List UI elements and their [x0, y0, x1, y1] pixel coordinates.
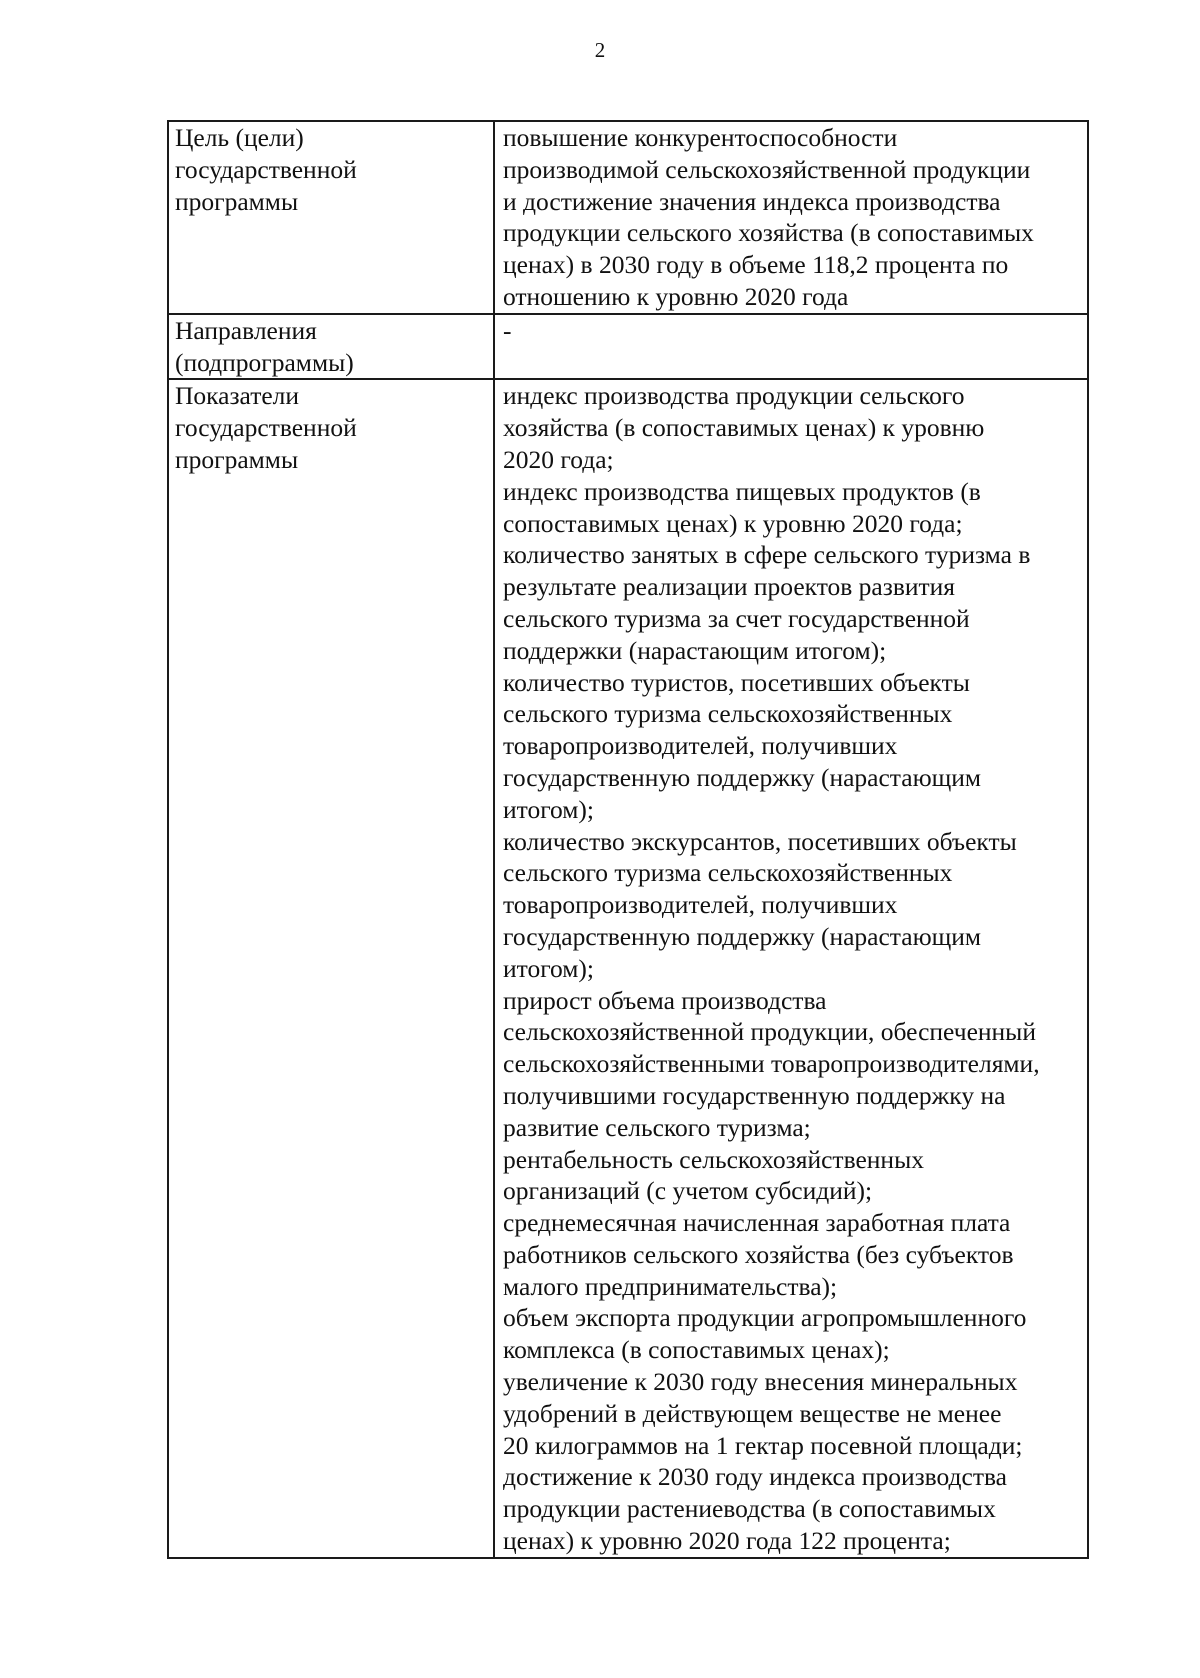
indicators-value-line: работников сельского хозяйства (без субъектов	[503, 1239, 1014, 1269]
goal-value-line: продукции сельского хозяйства (в сопоставимых	[503, 218, 1034, 248]
indicators-value-line: сельского туризма сельскохозяйственных	[503, 858, 953, 888]
indicators-value-line: сельского туризма сельскохозяйственных	[503, 699, 953, 729]
directions-label-line: (подпрограммы)	[175, 347, 354, 377]
indicators-value-line: товаропроизводителей, получивших	[503, 890, 898, 920]
indicators-label-cell	[168, 379, 494, 1557]
table-row-goal	[168, 121, 1088, 314]
indicators-value-line: индекс производства пищевых продуктов (в	[503, 476, 981, 506]
directions-value-cell	[494, 314, 1088, 380]
indicators-value-line: государственную поддержку (нарастающим	[503, 762, 982, 792]
indicators-value-line: развитие сельского туризма;	[503, 1112, 811, 1142]
indicators-value-line: получившими государственную поддержку на	[503, 1080, 1006, 1110]
program-passport-table	[167, 120, 1089, 1559]
indicators-label-line: государственной	[175, 413, 357, 443]
indicators-value-line: увеличение к 2030 году внесения минеральных	[503, 1367, 1018, 1397]
goal-label-cell	[168, 121, 494, 314]
page-number: 2	[594, 38, 606, 62]
goal-value-line: и достижение значения индекса производства	[503, 186, 1001, 216]
indicators-value-cell	[494, 379, 1088, 1557]
indicators-value-line: сельскохозяйственными товаропроизводителями,	[503, 1049, 1040, 1079]
indicators-value-line: рентабельность сельскохозяйственных	[503, 1144, 924, 1174]
indicators-value-line: индекс производства продукции сельского	[503, 381, 965, 411]
table-row-indicators	[168, 379, 1088, 1557]
goal-label-line: Цель (цели)	[175, 123, 304, 152]
indicators-value-line: поддержки (нарастающим итогом);	[503, 635, 887, 665]
goal-value-line: отношению к уровню 2020 года	[503, 281, 849, 311]
indicators-value-line: количество туристов, посетивших объекты	[503, 667, 970, 697]
indicators-value-line: прирост объема производства	[503, 985, 827, 1015]
directions-label-line: Направления	[175, 315, 317, 345]
indicators-label-line: программы	[175, 444, 299, 474]
indicators-value-line: малого предпринимательства);	[503, 1271, 838, 1301]
goal-value-cell	[494, 121, 1088, 314]
indicators-value-line: ценах) к уровню 2020 года 122 процента;	[503, 1526, 951, 1556]
indicators-value-line: сельскохозяйственной продукции, обеспеченный	[503, 1017, 1036, 1047]
goal-label-line: государственной	[175, 154, 357, 184]
indicators-value-line: достижение к 2030 году индекса производства	[503, 1462, 1007, 1492]
indicators-value-line: сопоставимых ценах) к уровню 2020 года;	[503, 508, 963, 538]
indicators-value-line: 2020 года;	[503, 444, 614, 474]
goal-value-line: повышение конкурентоспособности	[503, 123, 898, 152]
indicators-value-line: продукции растениеводства (в сопоставимых	[503, 1494, 996, 1524]
goal-label-line: программы	[175, 186, 299, 216]
indicators-value-line: комплекса (в сопоставимых ценах);	[503, 1335, 890, 1365]
indicators-value-line: количество занятых в сфере сельского туризма в	[503, 540, 1031, 570]
indicators-value-line: удобрений в действующем веществе не менее	[503, 1398, 1002, 1428]
indicators-value-line: результате реализации проектов развития	[503, 572, 956, 602]
goal-value-line: производимой сельскохозяйственной продукции	[503, 154, 1031, 184]
indicators-value-line: среднемесячная начисленная заработная плата	[503, 1208, 1011, 1238]
goal-value-line: ценах) в 2030 году в объеме 118,2 процента по	[503, 250, 1009, 280]
indicators-value-line: итогом);	[503, 953, 595, 983]
indicators-value-line: товаропроизводителей, получивших	[503, 731, 898, 761]
directions-value-line: -	[503, 315, 512, 345]
table-row-directions	[168, 314, 1088, 380]
directions-label-cell	[168, 314, 494, 380]
indicators-value-line: сельского туризма за счет государственной	[503, 603, 970, 633]
indicators-value-line: объем экспорта продукции агропромышленного	[503, 1303, 1027, 1333]
indicators-value-line: хозяйства (в сопоставимых ценах) к уровню	[503, 413, 985, 443]
indicators-value-line: организаций (с учетом субсидий);	[503, 1176, 873, 1206]
indicators-label-line: Показатели	[175, 381, 300, 411]
indicators-value-line: 20 килограммов на 1 гектар посевной площади;	[503, 1430, 1023, 1460]
indicators-value-line: количество экскурсантов, посетивших объекты	[503, 826, 1017, 856]
indicators-value-line: итогом);	[503, 794, 595, 824]
indicators-value-line: государственную поддержку (нарастающим	[503, 921, 982, 951]
